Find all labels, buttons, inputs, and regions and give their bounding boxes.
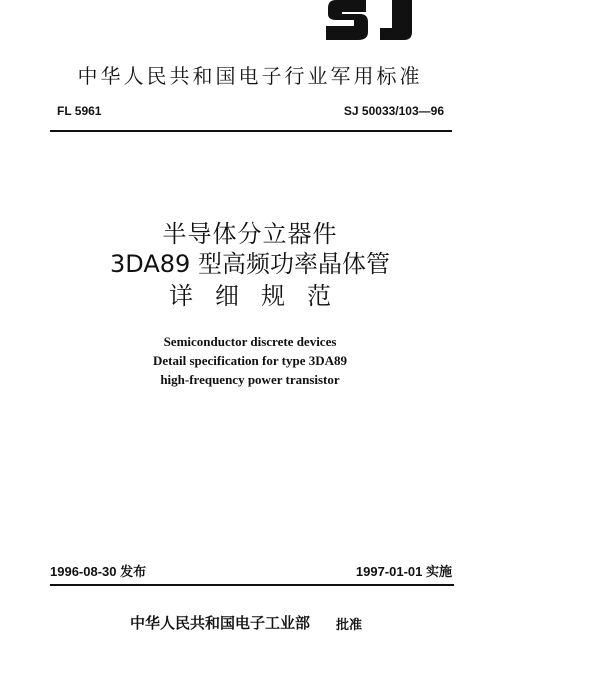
- header-rule: [50, 130, 452, 132]
- standard-number: SJ 50033/103—96: [343, 104, 444, 118]
- approve-label: 批准: [336, 618, 363, 633]
- issue-date: 1996-08-30 发布: [50, 564, 147, 579]
- chinese-title-line-2: 3DA89 型高频功率晶体管: [110, 250, 390, 278]
- english-title-line-3: high-frequency power transistor: [160, 372, 340, 387]
- english-title-line-1: Semiconductor discrete devices: [163, 334, 337, 349]
- approving-authority: 中华人民共和国电子工业部: [130, 614, 311, 632]
- chinese-title-line-3: 详细规范: [169, 282, 353, 310]
- chinese-title-line-1: 半导体分立器件: [162, 220, 338, 248]
- english-title-line-2: Detail specification for type 3DA89: [152, 353, 347, 368]
- classification-code: FL 5961: [57, 104, 102, 118]
- standard-title: 中华人民共和国电子行业军用标准: [77, 64, 423, 88]
- footer-rule: [50, 584, 454, 586]
- implementation-date: 1997-01-01 实施: [355, 564, 452, 579]
- sj-logo: [322, 0, 422, 44]
